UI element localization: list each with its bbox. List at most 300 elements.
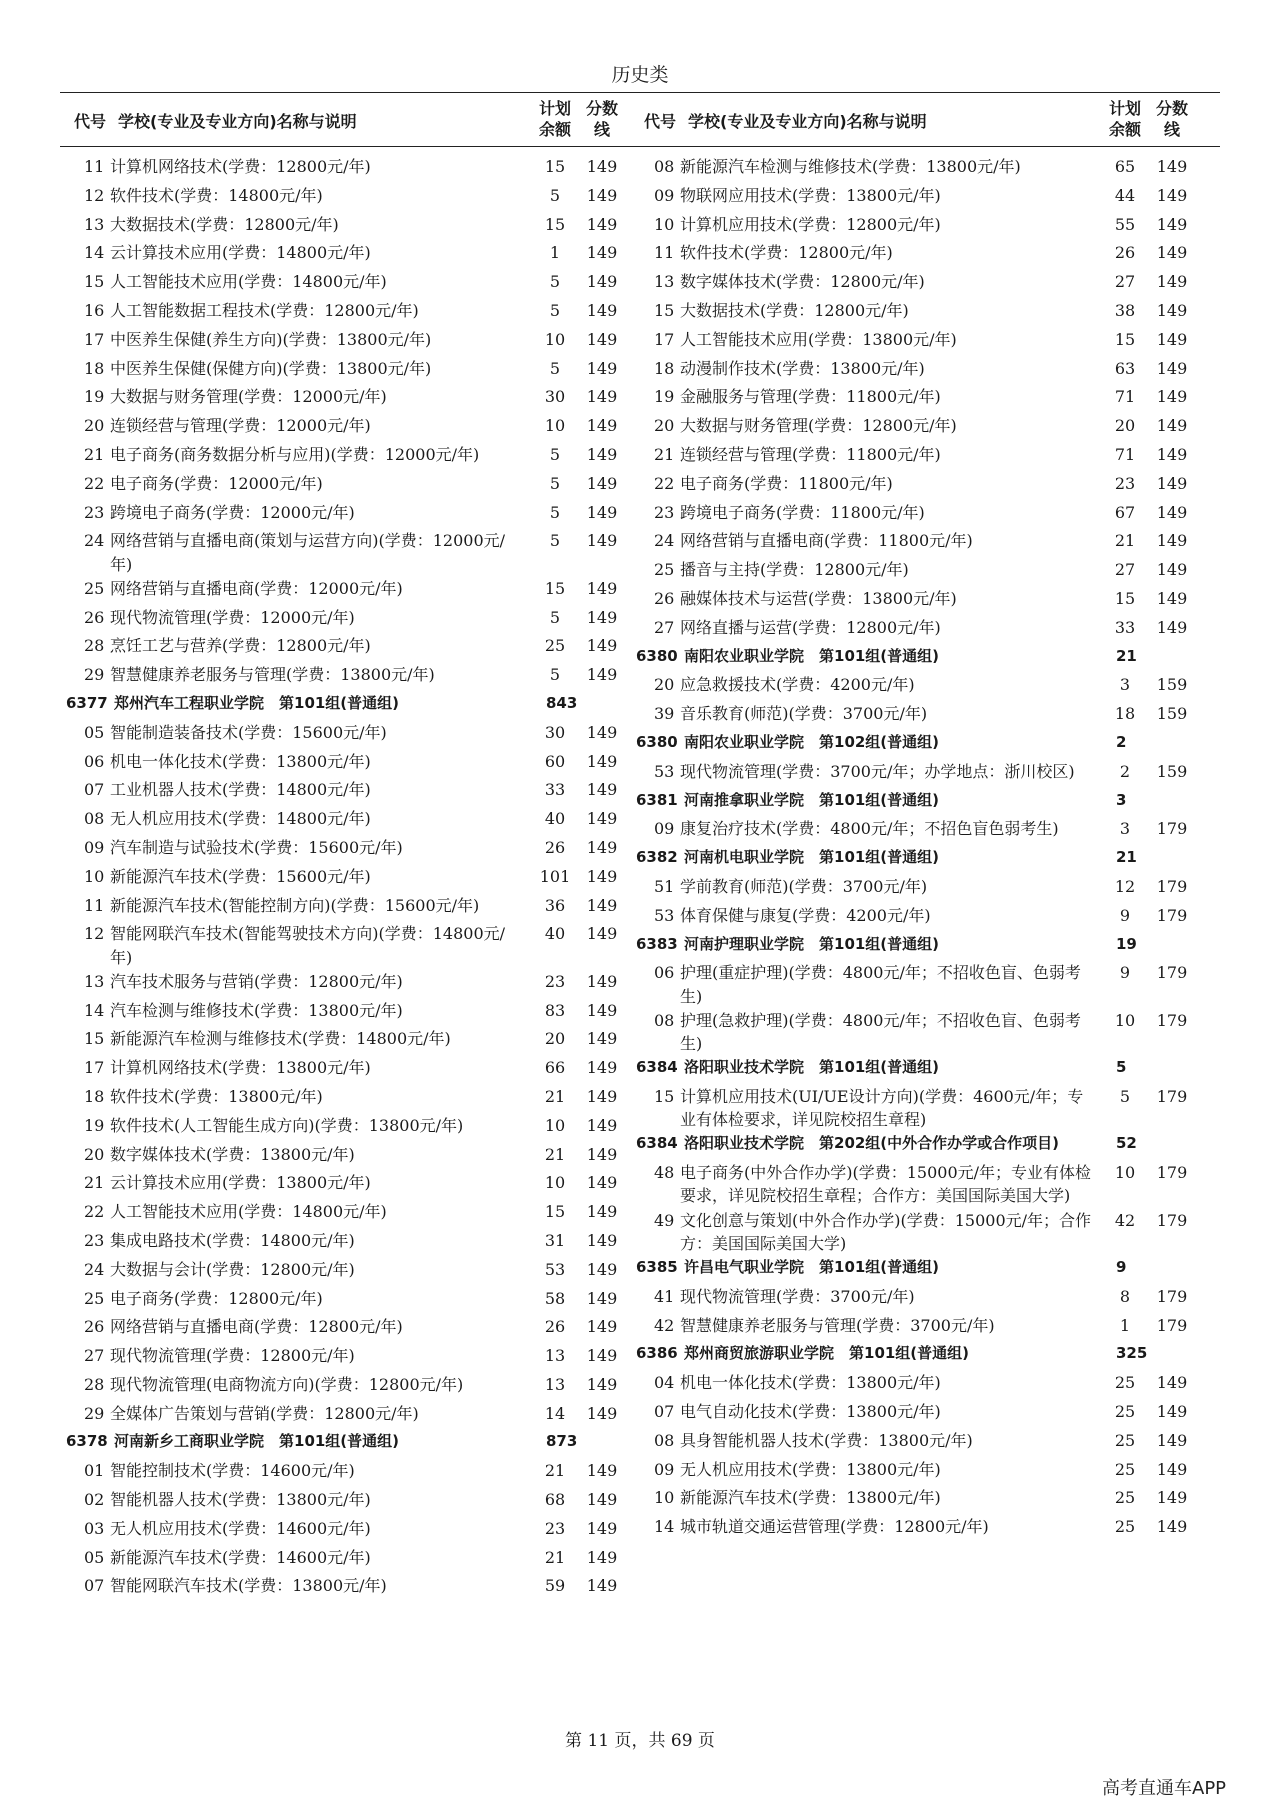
name-cell: 机电一体化技术(学费：13800元/年) — [110, 751, 371, 771]
code-cell: 24 — [84, 1259, 105, 1279]
name-cell: 大数据技术(学费：12800元/年) — [680, 300, 909, 320]
code-cell: 6384 — [636, 1058, 678, 1077]
table-header-right — [630, 96, 1210, 144]
name-cell: 机电一体化技术(学费：13800元/年) — [680, 1373, 941, 1393]
name-cell: 智慧健康养老服务与管理(学费：3700元/年) — [680, 1315, 995, 1335]
code-cell: 08 — [84, 809, 105, 829]
score-cell: 149 — [586, 1317, 618, 1337]
school-group-row — [630, 845, 1210, 874]
name-cell: 连锁经营与管理(学费：11800元/年) — [680, 444, 941, 464]
major-row — [630, 212, 1210, 241]
code-cell: 17 — [84, 329, 105, 349]
name-cell: 跨境电子商务(学费：11800元/年) — [680, 502, 925, 522]
name-cell: 人工智能技术应用(学费：14800元/年) — [110, 1202, 387, 1222]
name-cell: 智能网联汽车技术(智能驾驶技术方向)(学费：14800元/年) — [110, 924, 506, 967]
code-cell: 6382 — [636, 848, 678, 867]
code-cell: 20 — [654, 675, 675, 695]
major-row — [60, 998, 640, 1027]
name-cell: 洛阳职业技术学院 第202组(中外合作办学或合作项目) — [684, 1134, 1060, 1153]
plan-cell: 325 — [1116, 1344, 1148, 1363]
code-cell: 09 — [654, 1459, 675, 1479]
code-cell: 20 — [654, 416, 675, 436]
code-cell: 29 — [84, 665, 105, 685]
major-row — [630, 298, 1210, 327]
name-cell: 大数据与会计(学费：12800元/年) — [110, 1259, 355, 1279]
name-cell: 现代物流管理(学费：3700元/年) — [680, 1286, 915, 1306]
code-cell: 19 — [654, 387, 675, 407]
plan-cell: 21 — [1114, 531, 1136, 551]
code-cell: 23 — [84, 1230, 105, 1250]
code-cell: 21 — [84, 1173, 105, 1193]
code-cell: 10 — [84, 866, 105, 886]
left-column — [60, 154, 650, 1602]
major-row — [630, 1084, 1210, 1131]
major-row — [60, 240, 640, 269]
plan-cell: 60 — [544, 751, 566, 771]
name-cell: 计算机应用技术(学费：12800元/年) — [680, 214, 941, 234]
name-cell: 金融服务与管理(学费：11800元/年) — [680, 387, 941, 407]
major-row — [60, 720, 640, 749]
score-cell: 149 — [586, 1576, 618, 1596]
code-cell: 21 — [84, 444, 105, 464]
score-cell: 149 — [1156, 1488, 1188, 1508]
code-cell: 22 — [84, 473, 105, 493]
code-cell: 48 — [654, 1163, 675, 1183]
score-cell: 149 — [1156, 329, 1188, 349]
plan-cell: 5 — [549, 185, 561, 205]
score-cell: 149 — [1156, 387, 1188, 407]
page-number: 第 11 页，共 69 页 — [565, 1731, 715, 1751]
name-cell: 电子商务(学费：11800元/年) — [680, 473, 893, 493]
name-cell: 现代物流管理(学费：12800元/年) — [110, 1346, 355, 1366]
plan-cell: 26 — [544, 1317, 566, 1337]
major-row — [60, 777, 640, 806]
name-cell: 新能源汽车技术(智能控制方向)(学费：15600元/年) — [110, 895, 480, 915]
code-cell: 39 — [654, 704, 675, 724]
name-cell: 软件技术(学费：12800元/年) — [680, 243, 893, 263]
right-column — [630, 154, 1220, 1543]
plan-cell: 3 — [1119, 675, 1131, 695]
plan-cell: 30 — [544, 722, 566, 742]
score-cell: 149 — [586, 837, 618, 857]
code-cell: 06 — [84, 751, 105, 771]
name-cell: 网络直播与运营(学费：12800元/年) — [680, 617, 941, 637]
plan-cell: 14 — [544, 1403, 566, 1423]
code-cell: 6378 — [66, 1432, 108, 1451]
school-group-row — [630, 1055, 1210, 1084]
code-cell: 53 — [654, 761, 675, 781]
name-cell: 电子商务(学费：12800元/年) — [110, 1288, 323, 1308]
score-cell: 149 — [1156, 272, 1188, 292]
plan-cell: 873 — [546, 1432, 578, 1451]
code-cell: 15 — [84, 1029, 105, 1049]
major-row — [60, 969, 640, 998]
major-row — [630, 1160, 1210, 1207]
header-score: 分数线 — [585, 99, 618, 139]
major-row — [60, 269, 640, 298]
score-cell: 149 — [586, 157, 618, 176]
score-cell: 149 — [586, 1518, 618, 1538]
code-cell: 07 — [654, 1401, 675, 1421]
code-cell: 08 — [654, 1430, 675, 1450]
plan-cell: 10 — [544, 1115, 566, 1135]
school-group-row — [630, 1255, 1210, 1284]
score-cell: 149 — [1156, 243, 1188, 263]
plan-cell: 33 — [544, 780, 566, 800]
score-cell: 149 — [586, 300, 618, 320]
code-cell: 24 — [654, 531, 675, 551]
name-cell: 河南推拿职业学院 第101组(普通组) — [684, 790, 940, 809]
score-cell: 149 — [586, 751, 618, 771]
name-cell: 智能机器人技术(学费：13800元/年) — [110, 1490, 371, 1510]
plan-cell: 21 — [1116, 848, 1137, 867]
name-cell: 大数据技术(学费：12800元/年) — [110, 214, 339, 234]
major-row — [630, 816, 1210, 845]
code-cell: 6380 — [636, 732, 678, 751]
code-cell: 09 — [654, 819, 675, 839]
major-row — [60, 413, 640, 442]
plan-cell: 59 — [544, 1576, 566, 1596]
score-cell: 149 — [586, 1115, 618, 1135]
score-cell: 149 — [586, 895, 618, 915]
code-cell: 28 — [84, 1374, 105, 1394]
name-cell: 动漫制作技术(学费：13800元/年) — [680, 358, 925, 378]
code-cell: 13 — [654, 272, 675, 292]
score-cell: 149 — [1156, 358, 1188, 378]
score-cell: 149 — [586, 809, 618, 829]
plan-cell: 25 — [1114, 1430, 1136, 1450]
code-cell: 08 — [654, 157, 675, 176]
score-cell: 149 — [1156, 300, 1188, 320]
name-cell: 护理(急救护理)(学费：4800元/年；不招收色盲、色弱考生) — [680, 1010, 1081, 1053]
major-row — [60, 1199, 640, 1228]
code-cell: 20 — [84, 1144, 105, 1164]
major-row — [630, 413, 1210, 442]
code-cell: 6383 — [636, 934, 678, 953]
name-cell: 跨境电子商务(学费：12000元/年) — [110, 502, 355, 522]
plan-cell: 10 — [1114, 1010, 1136, 1030]
major-row — [60, 921, 640, 968]
plan-cell: 101 — [539, 866, 571, 886]
name-cell: 智能制造装备技术(学费：15600元/年) — [110, 722, 387, 742]
score-cell: 149 — [586, 1029, 618, 1049]
score-cell: 149 — [586, 444, 618, 464]
score-cell: 149 — [586, 1490, 618, 1510]
name-cell: 汽车制造与试验技术(学费：15600元/年) — [110, 837, 403, 857]
name-cell: 电子商务(学费：12000元/年) — [110, 473, 323, 493]
code-cell: 41 — [654, 1286, 675, 1306]
name-cell: 中医养生保健(保健方向)(学费：13800元/年) — [110, 358, 432, 378]
major-row — [60, 749, 640, 778]
score-cell: 149 — [586, 780, 618, 800]
plan-cell: 67 — [1114, 502, 1136, 522]
plan-cell: 26 — [544, 837, 566, 857]
plan-cell: 25 — [1114, 1373, 1136, 1393]
major-row — [60, 298, 640, 327]
name-cell: 云计算技术应用(学费：14800元/年) — [110, 243, 371, 263]
code-cell: 01 — [84, 1461, 105, 1481]
plan-cell: 21 — [1116, 646, 1137, 665]
score-cell: 149 — [586, 502, 618, 522]
code-cell: 16 — [84, 300, 105, 320]
plan-cell: 8 — [1119, 1286, 1131, 1306]
major-row — [630, 500, 1210, 529]
plan-cell: 63 — [1114, 358, 1136, 378]
code-cell: 07 — [84, 780, 105, 800]
major-row — [630, 586, 1210, 615]
score-cell: 149 — [586, 272, 618, 292]
school-group-row — [630, 644, 1210, 673]
code-cell: 13 — [84, 214, 105, 234]
code-cell: 11 — [654, 243, 675, 263]
major-row — [630, 1208, 1210, 1255]
score-cell: 149 — [586, 531, 618, 551]
name-cell: 工业机器人技术(学费：14800元/年) — [110, 780, 371, 800]
code-cell: 09 — [84, 837, 105, 857]
code-cell: 6377 — [66, 693, 108, 712]
code-cell: 49 — [654, 1210, 675, 1230]
plan-cell: 25 — [544, 636, 566, 656]
plan-cell: 5 — [549, 502, 561, 522]
major-row — [630, 1284, 1210, 1313]
plan-cell: 42 — [1114, 1210, 1136, 1230]
score-cell: 149 — [586, 722, 618, 742]
code-cell: 20 — [84, 416, 105, 436]
code-cell: 18 — [84, 358, 105, 378]
name-cell: 城市轨道交通运营管理(学费：12800元/年) — [680, 1517, 989, 1537]
code-cell: 26 — [654, 588, 675, 608]
code-cell: 53 — [654, 905, 675, 925]
score-cell: 159 — [1156, 761, 1188, 781]
plan-cell: 10 — [1114, 1163, 1136, 1183]
plan-cell: 38 — [1114, 300, 1136, 320]
name-cell: 计算机应用技术(UI/UE设计方向)(学费：4600元/年；专业有体检要求，详见院校招生章程) — [680, 1086, 1084, 1130]
score-cell: 149 — [1156, 157, 1188, 176]
major-row — [60, 1026, 640, 1055]
code-cell: 14 — [84, 243, 105, 263]
code-cell: 18 — [84, 1086, 105, 1106]
name-cell: 网络营销与直播电商(学费：12000元/年) — [110, 578, 403, 598]
name-cell: 新能源汽车检测与维修技术(学费：13800元/年) — [680, 157, 1021, 176]
header-plan: 计划余额 — [538, 99, 571, 139]
major-row — [630, 442, 1210, 471]
plan-cell: 53 — [544, 1259, 566, 1279]
score-cell: 149 — [1156, 416, 1188, 436]
plan-cell: 23 — [544, 971, 566, 991]
major-row — [60, 183, 640, 212]
name-cell: 无人机应用技术(学费：14600元/年) — [110, 1518, 371, 1538]
major-row — [60, 1401, 640, 1430]
name-cell: 无人机应用技术(学费：13800元/年) — [680, 1459, 941, 1479]
major-row — [60, 1055, 640, 1084]
major-row — [60, 327, 640, 356]
plan-cell: 21 — [544, 1547, 566, 1567]
score-cell: 149 — [586, 1259, 618, 1279]
plan-cell: 26 — [1114, 243, 1136, 263]
major-row — [60, 1343, 640, 1372]
plan-cell: 15 — [544, 578, 566, 598]
name-cell: 新能源汽车技术(学费：13800元/年) — [680, 1488, 941, 1508]
name-cell: 新能源汽车检测与维修技术(学费：14800元/年) — [110, 1029, 451, 1049]
plan-cell: 5 — [549, 531, 561, 551]
score-cell: 159 — [1156, 675, 1188, 695]
score-cell: 149 — [586, 1230, 618, 1250]
school-group-row — [60, 1429, 640, 1458]
name-cell: 河南护理职业学院 第101组(普通组) — [684, 934, 940, 953]
plan-cell: 52 — [1116, 1134, 1137, 1153]
school-group-row — [630, 932, 1210, 961]
code-cell: 11 — [84, 895, 105, 915]
plan-cell: 25 — [1114, 1459, 1136, 1479]
plan-cell: 71 — [1114, 387, 1136, 407]
score-cell: 149 — [586, 578, 618, 598]
score-cell: 149 — [1156, 473, 1188, 493]
plan-cell: 12 — [1114, 876, 1136, 896]
plan-cell: 25 — [1114, 1401, 1136, 1421]
header-code: 代号 — [74, 112, 107, 131]
major-row — [60, 442, 640, 471]
major-row — [630, 384, 1210, 413]
plan-cell: 5 — [549, 272, 561, 292]
plan-cell: 19 — [1116, 934, 1137, 953]
major-row — [60, 1113, 640, 1142]
major-row — [60, 633, 640, 662]
major-row — [60, 893, 640, 922]
code-cell: 07 — [84, 1576, 105, 1596]
code-cell: 19 — [84, 387, 105, 407]
code-cell: 12 — [84, 924, 105, 944]
header-name: 学校(专业及专业方向)名称与说明 — [118, 112, 357, 131]
score-cell: 149 — [1156, 1373, 1188, 1393]
plan-cell: 3 — [1119, 819, 1131, 839]
score-cell: 149 — [586, 1173, 618, 1193]
code-cell: 18 — [654, 358, 675, 378]
code-cell: 26 — [84, 607, 105, 627]
code-cell: 6385 — [636, 1257, 678, 1276]
name-cell: 软件技术(学费：14800元/年) — [110, 185, 323, 205]
header-rule — [60, 146, 1220, 147]
score-cell: 179 — [1156, 1210, 1188, 1230]
score-cell: 179 — [1156, 1086, 1188, 1106]
score-cell: 149 — [1156, 214, 1188, 234]
score-cell: 149 — [1156, 1430, 1188, 1450]
code-cell: 6381 — [636, 790, 678, 809]
name-cell: 电子商务(中外合作办学)(学费：15000元/年；专业有体检要求，详见院校招生章程；合作方：美国国际美国大学) — [680, 1163, 1092, 1206]
major-row — [60, 471, 640, 500]
plan-cell: 66 — [544, 1058, 566, 1078]
code-cell: 14 — [84, 1000, 105, 1020]
code-cell: 22 — [84, 1202, 105, 1222]
plan-cell: 15 — [544, 1202, 566, 1222]
plan-cell: 10 — [544, 416, 566, 436]
name-cell: 软件技术(学费：13800元/年) — [110, 1086, 323, 1106]
major-row — [60, 1142, 640, 1171]
code-cell: 21 — [654, 444, 675, 464]
plan-cell: 1 — [549, 243, 561, 263]
plan-cell: 9 — [1119, 963, 1131, 983]
name-cell: 智能控制技术(学费：14600元/年) — [110, 1461, 355, 1481]
score-cell: 149 — [586, 636, 618, 656]
name-cell: 电气自动化技术(学费：13800元/年) — [680, 1401, 941, 1421]
name-cell: 汽车检测与维修技术(学费：13800元/年) — [110, 1000, 403, 1020]
score-cell: 149 — [586, 1374, 618, 1394]
plan-cell: 15 — [544, 214, 566, 234]
code-cell: 10 — [654, 214, 675, 234]
name-cell: 郑州汽车工程职业学院 第101组(普通组) — [114, 693, 400, 712]
plan-cell: 20 — [544, 1029, 566, 1049]
plan-cell: 5 — [549, 473, 561, 493]
major-row — [630, 1370, 1210, 1399]
table-header-left — [60, 96, 640, 144]
plan-cell: 9 — [1119, 905, 1131, 925]
plan-cell: 83 — [544, 1000, 566, 1020]
score-cell: 149 — [1156, 1517, 1188, 1537]
major-row — [630, 471, 1210, 500]
major-row — [630, 183, 1210, 212]
plan-cell: 5 — [549, 444, 561, 464]
major-row — [630, 1457, 1210, 1486]
name-cell: 新能源汽车技术(学费：15600元/年) — [110, 866, 371, 886]
plan-cell: 5 — [1116, 1058, 1127, 1077]
school-group-row — [630, 1341, 1210, 1370]
code-cell: 23 — [654, 502, 675, 522]
major-row — [630, 528, 1210, 557]
score-cell: 179 — [1156, 1315, 1188, 1335]
plan-cell: 10 — [544, 329, 566, 349]
plan-cell: 68 — [544, 1490, 566, 1510]
code-cell: 12 — [84, 185, 105, 205]
name-cell: 软件技术(人工智能生成方向)(学费：13800元/年) — [110, 1115, 464, 1135]
code-cell: 6384 — [636, 1134, 678, 1153]
plan-cell: 3 — [1116, 790, 1127, 809]
name-cell: 文化创意与策划(中外合作办学)(学费：15000元/年；合作方：美国国际美国大学) — [680, 1210, 1092, 1253]
code-cell: 11 — [84, 157, 105, 176]
score-cell: 179 — [1156, 819, 1188, 839]
name-cell: 网络营销与直播电商(学费：12800元/年) — [110, 1317, 403, 1337]
major-row — [60, 212, 640, 241]
code-cell: 10 — [654, 1488, 675, 1508]
code-cell: 17 — [654, 329, 675, 349]
name-cell: 网络营销与直播电商(策划与运营方向)(学费：12000元/年) — [110, 531, 506, 574]
major-row — [630, 701, 1210, 730]
score-cell: 149 — [586, 924, 618, 944]
major-row — [630, 1485, 1210, 1514]
major-row — [630, 1313, 1210, 1342]
score-cell: 149 — [586, 387, 618, 407]
plan-cell: 25 — [1114, 1517, 1136, 1537]
code-cell: 51 — [654, 876, 675, 896]
code-cell: 04 — [654, 1373, 675, 1393]
plan-cell: 40 — [544, 924, 566, 944]
score-cell: 149 — [1156, 502, 1188, 522]
header-plan: 计划余额 — [1108, 99, 1141, 139]
name-cell: 数字媒体技术(学费：13800元/年) — [110, 1144, 355, 1164]
school-group-row — [630, 1131, 1210, 1160]
score-cell: 149 — [586, 607, 618, 627]
score-cell: 149 — [586, 971, 618, 991]
name-cell: 物联网应用技术(学费：13800元/年) — [680, 185, 941, 205]
plan-cell: 2 — [1119, 761, 1131, 781]
plan-cell: 5 — [549, 358, 561, 378]
code-cell: 42 — [654, 1315, 675, 1335]
score-cell: 149 — [586, 243, 618, 263]
name-cell: 数字媒体技术(学费：12800元/年) — [680, 272, 925, 292]
plan-cell: 5 — [1119, 1086, 1131, 1106]
score-cell: 149 — [1156, 531, 1188, 551]
plan-cell: 58 — [544, 1288, 566, 1308]
code-cell: 02 — [84, 1490, 105, 1510]
school-group-row — [630, 730, 1210, 759]
